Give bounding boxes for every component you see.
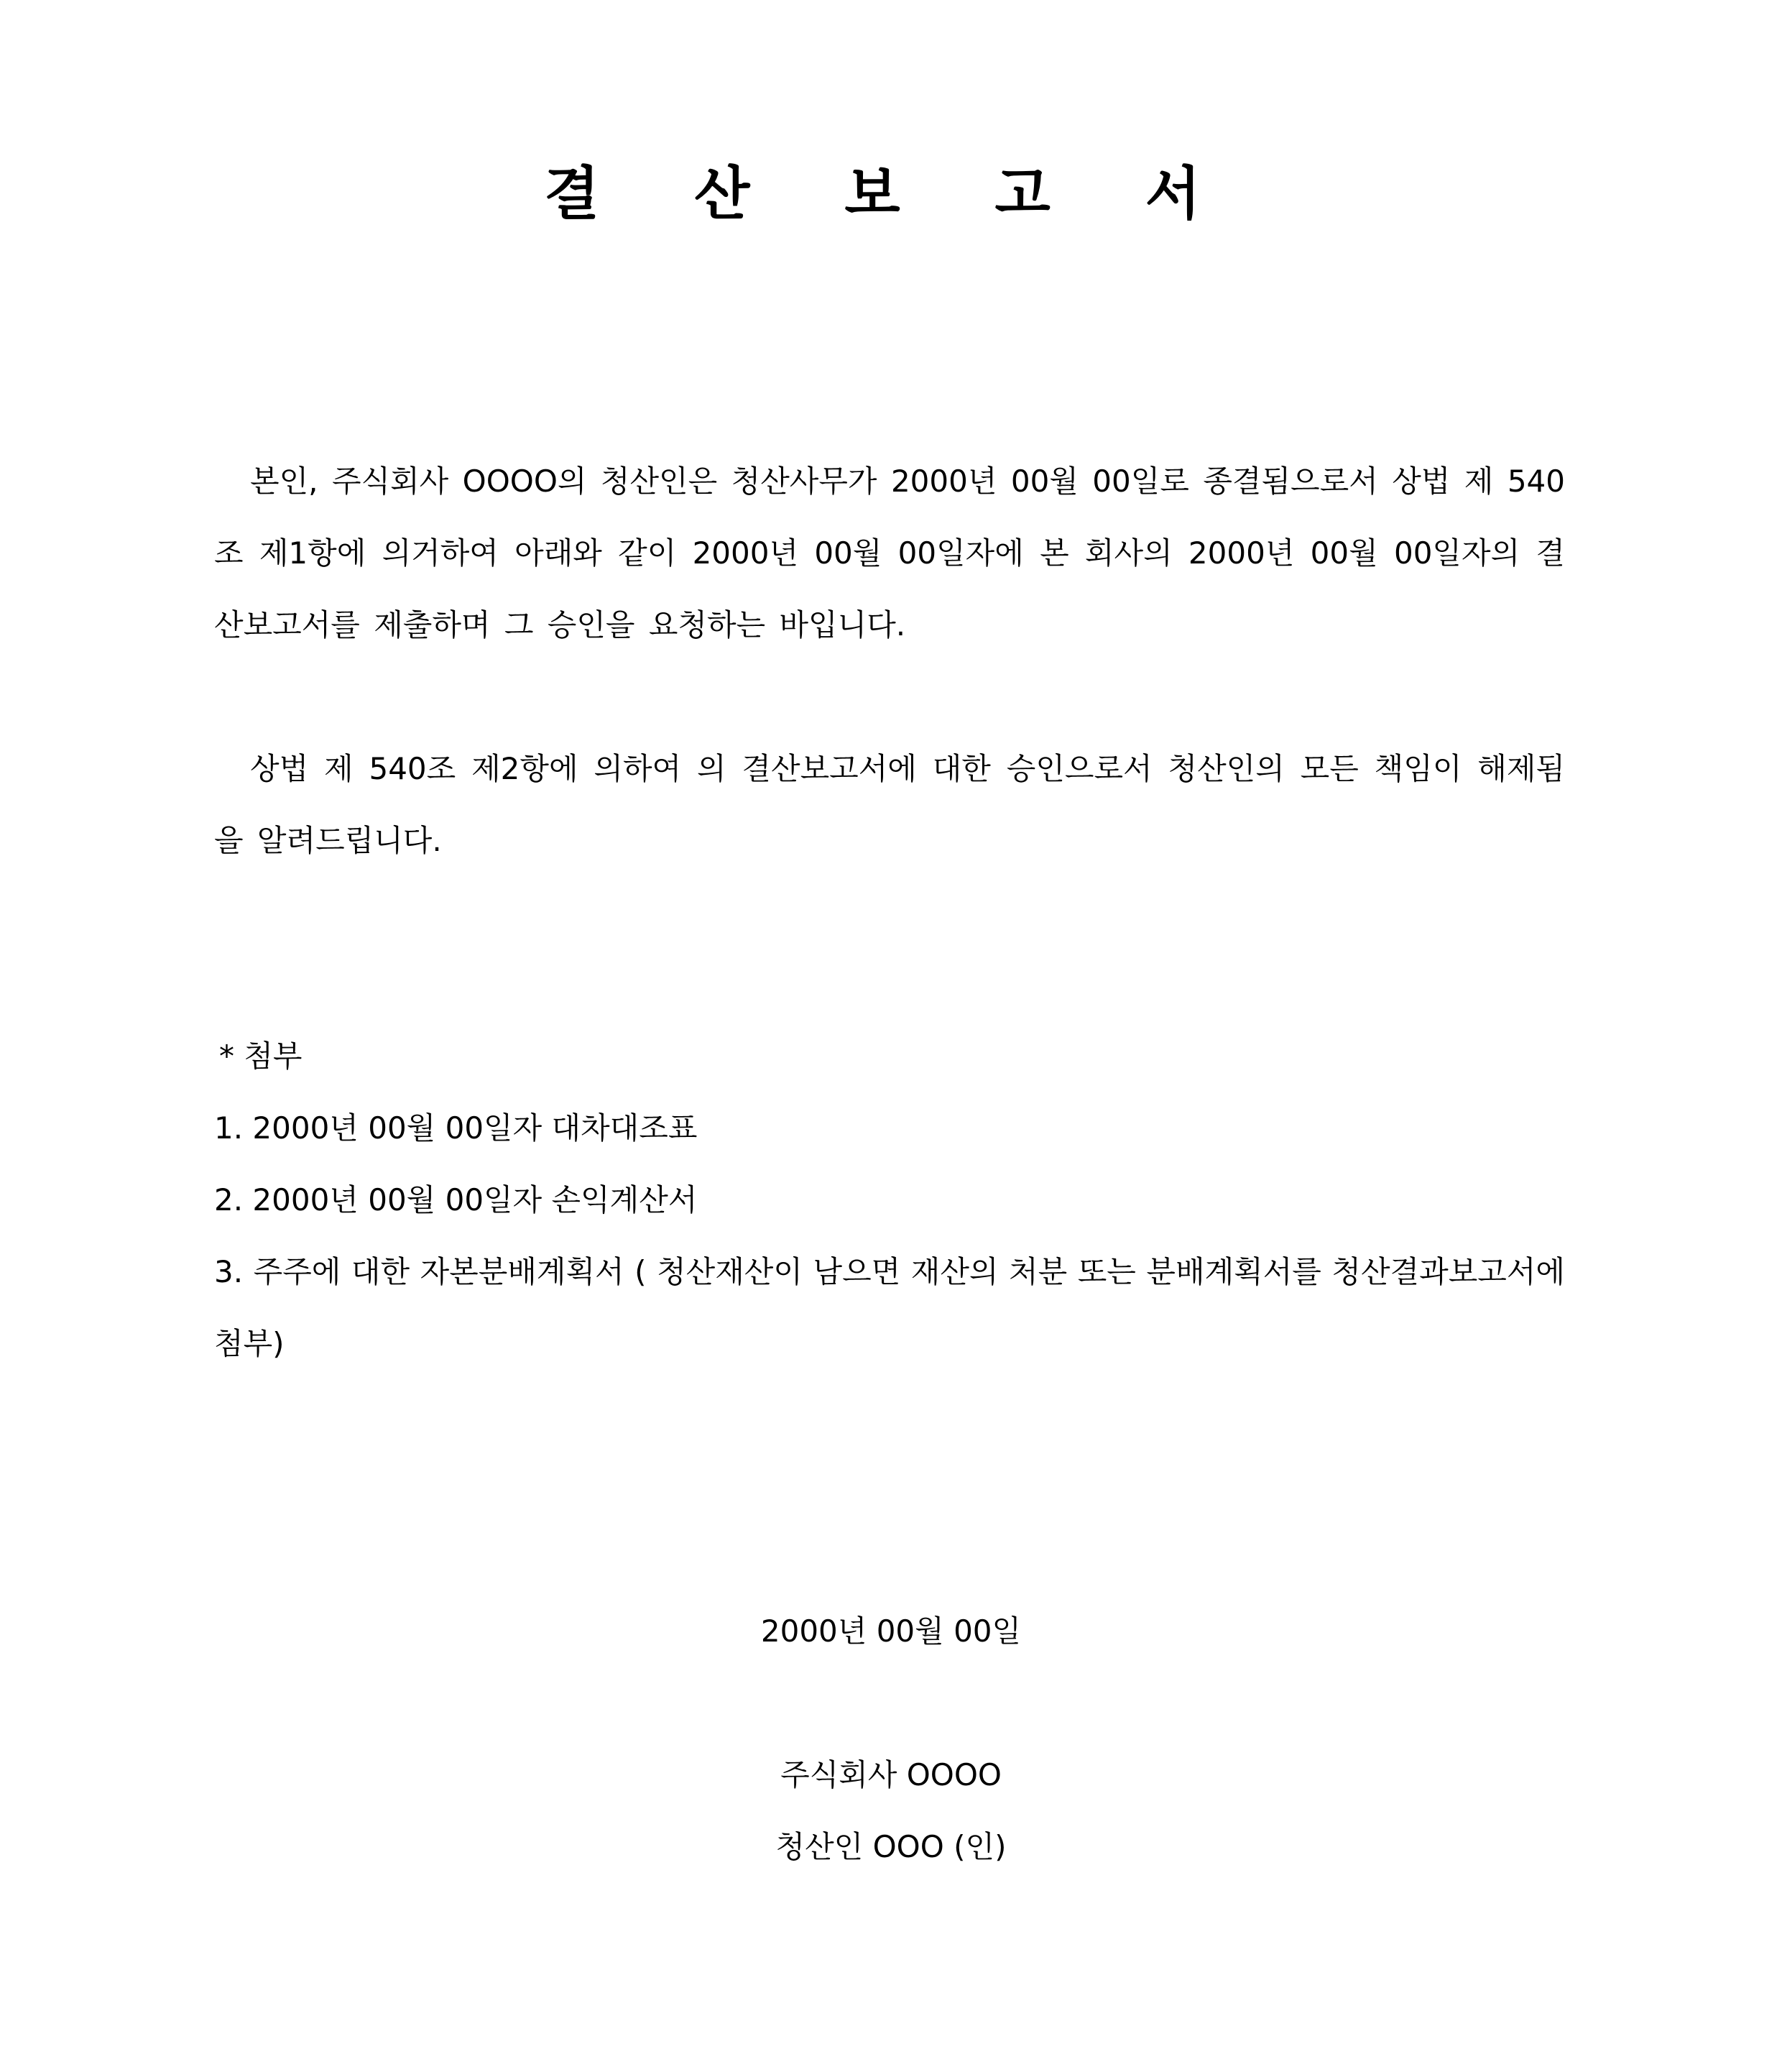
body-paragraph-1: 본인, 주식회사 OOOO의 청산인은 청산사무가 2000년 00월 00일로 종결됨으로서 상법 제 540조 제1항에 의거하여 아래와 같이 2000년 00월 00일자에 본 회사의 2000년 00월 00일자의 결산보고서를 제출하며 그 승인을 요청하는 바입니다. [214,464,1565,643]
attachment-item: 2. 2000년 00월 00일자 손익계산서 [214,1182,698,1217]
document-title: 결 산 보 고 서 [544,160,1238,227]
attachments-header: * 첨부 [219,1039,303,1074]
body-paragraph-2: 상법 제 540조 제2항에 의하여 의 결산보고서에 대한 승인으로서 청산인의 모든 책임이 해제됨을 알려드립니다. [214,751,1565,858]
company-name: 주식회사 OOOO [780,1757,1002,1792]
liquidator-signature: 청산인 OOO (인) [775,1829,1007,1864]
attachment-item: 3. 주주에 대한 자본분배계획서 ( 청산재산이 남으면 재산의 처분 또는 분배계획서를 청산결과보고서에 첨부) [214,1254,1565,1361]
document-date: 2000년 00월 00일 [760,1613,1022,1649]
attachment-item: 1. 2000년 00월 00일자 대차대조표 [214,1110,698,1146]
attachments-list [214,1092,1565,1380]
